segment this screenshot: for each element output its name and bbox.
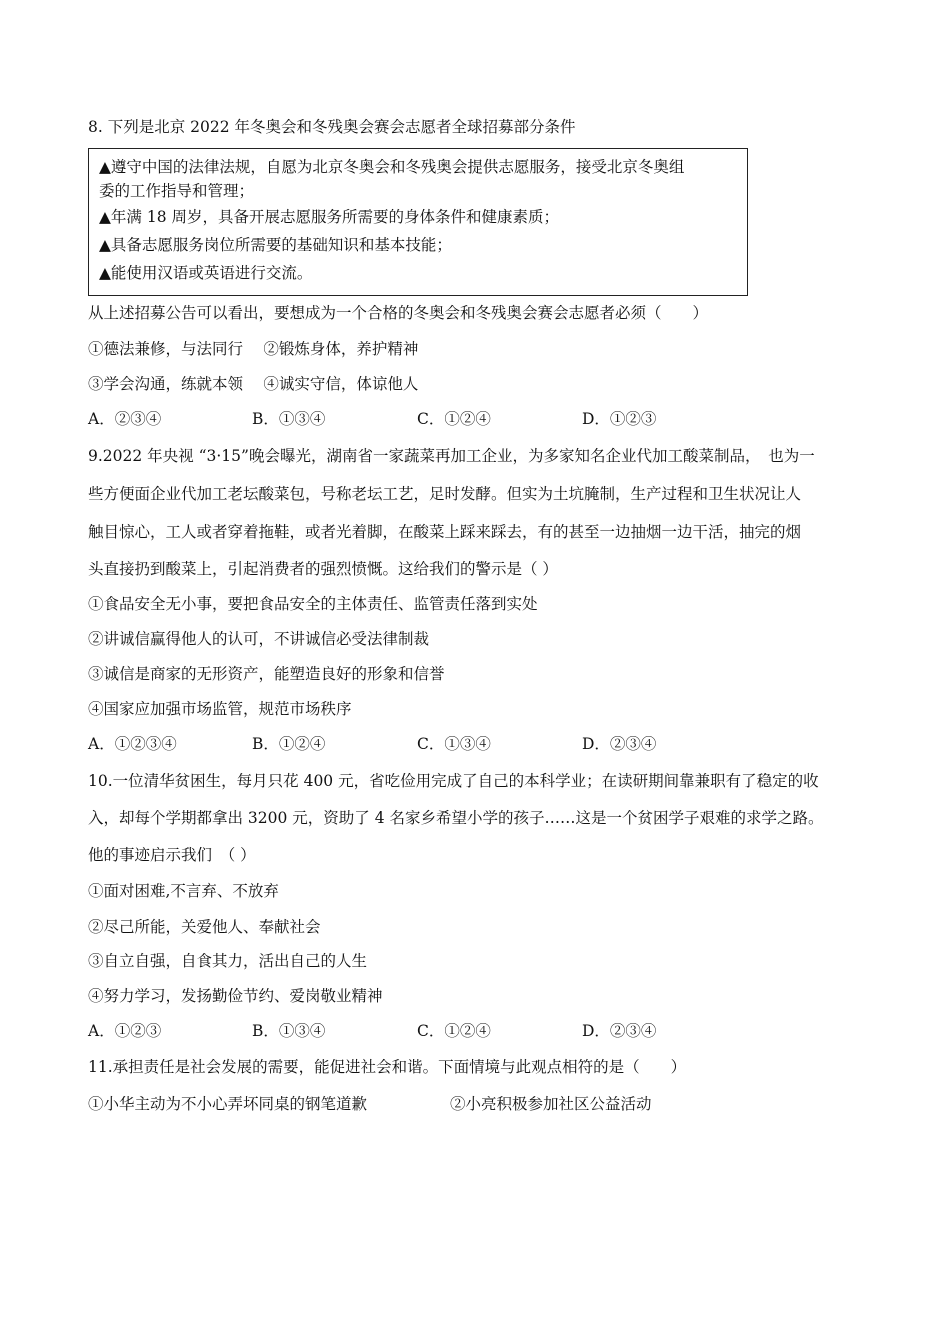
- q8-recruitment-box: [88, 148, 748, 296]
- q8-stem: 8. 下列是北京 2022 年冬奥会和冬残奥会赛会志愿者全球招募部分条件: [88, 118, 576, 136]
- q9-stem-line-2: 些方便面企业代加工老坛酸菜包，号称老坛工艺，足时发酵。但实为土坑腌制，生产过程和卫生状况让人: [88, 485, 802, 503]
- q8-item-row-1: ①德法兼修，与法同行 ②锻炼身体，养护精神: [88, 340, 419, 358]
- q10-item-2: ②尽己所能，关爱他人、奉献社会: [88, 918, 321, 936]
- q8-box-line-5: ▲能使用汉语或英语进行交流。: [99, 264, 313, 282]
- q8-option-a[interactable]: A．②③④: [88, 410, 162, 428]
- q10-item-1: ①面对困难,不言弃、不放弃: [88, 882, 279, 900]
- q9-option-c[interactable]: C．①③④: [417, 735, 491, 753]
- q8-box-line-2: 委的工作指导和管理；: [99, 182, 255, 200]
- q8-question: 从上述招募公告可以看出，要想成为一个合格的冬奥会和冬残奥会赛会志愿者必须（ ）: [88, 304, 709, 322]
- q8-box-line-1: ▲遵守中国的法律法规，自愿为北京冬奥会和冬残奥会提供志愿服务，接受北京冬奥组: [99, 158, 685, 176]
- q9-item-1: ①食品安全无小事，要把食品安全的主体责任、监管责任落到实处: [88, 595, 538, 613]
- q9-item-2: ②讲诚信赢得他人的认可，不讲诚信必受法律制裁: [88, 630, 430, 648]
- q9-stem-line-3: 触目惊心，工人或者穿着拖鞋，或者光着脚，在酸菜上踩来踩去，有的甚至一边抽烟一边干活，抽完的烟: [88, 523, 802, 541]
- q11-item-2: ②小亮积极参加社区公益活动: [450, 1095, 652, 1113]
- q9-stem-line-1: 9.2022 年央视 “3·15”晚会曝光，湖南省一家蔬菜再加工企业，为多家知名企业代加工酸菜制品， 也为一: [88, 447, 815, 465]
- q10-stem-line-2: 入，却每个学期都拿出 3200 元，资助了 4 名家乡希望小学的孩子……这是一个贫困学子艰难的求学之路。: [88, 809, 824, 827]
- q10-stem-line-3: 他的事迹启示我们 （ ）: [88, 846, 256, 864]
- q10-item-3: ③自立自强，自食其力，活出自己的人生: [88, 952, 368, 970]
- q8-option-b[interactable]: B．①③④: [252, 410, 326, 428]
- q9-option-a[interactable]: A．①②③④: [88, 735, 177, 753]
- q11-stem: 11.承担责任是社会发展的需要，能促进社会和谐。下面情境与此观点相符的是（ ）: [88, 1058, 687, 1076]
- q9-stem-line-4: 头直接扔到酸菜上，引起消费者的强烈愤慨。这给我们的警示是（ ）: [88, 560, 558, 578]
- q9-option-d[interactable]: D．②③④: [582, 735, 657, 753]
- q10-option-c[interactable]: C．①②④: [417, 1022, 491, 1040]
- q8-box-line-3: ▲年满 18 周岁，具备开展志愿服务所需要的身体条件和健康素质；: [99, 208, 559, 226]
- q8-item-row-2: ③学会沟通，练就本领 ④诚实守信，体谅他人: [88, 375, 419, 393]
- q10-option-a[interactable]: A．①②③: [88, 1022, 162, 1040]
- q11-item-1: ①小华主动为不小心弄坏同桌的钢笔道歉: [88, 1095, 368, 1113]
- q8-option-d[interactable]: D．①②③: [582, 410, 657, 428]
- q10-option-b[interactable]: B．①③④: [252, 1022, 326, 1040]
- q9-item-3: ③诚信是商家的无形资产，能塑造良好的形象和信誉: [88, 665, 445, 683]
- q10-option-d[interactable]: D．②③④: [582, 1022, 657, 1040]
- q10-stem-line-1: 10.一位清华贫困生，每月只花 400 元，省吃俭用完成了自己的本科学业；在读研期间靠兼职有了稳定的收: [88, 772, 819, 790]
- q8-option-c[interactable]: C．①②④: [417, 410, 491, 428]
- q9-option-b[interactable]: B．①②④: [252, 735, 326, 753]
- q9-item-4: ④国家应加强市场监管，规范市场秩序: [88, 700, 352, 718]
- q10-item-4: ④努力学习，发扬勤俭节约、爱岗敬业精神: [88, 987, 383, 1005]
- q8-box-line-4: ▲具备志愿服务岗位所需要的基础知识和基本技能；: [99, 236, 452, 254]
